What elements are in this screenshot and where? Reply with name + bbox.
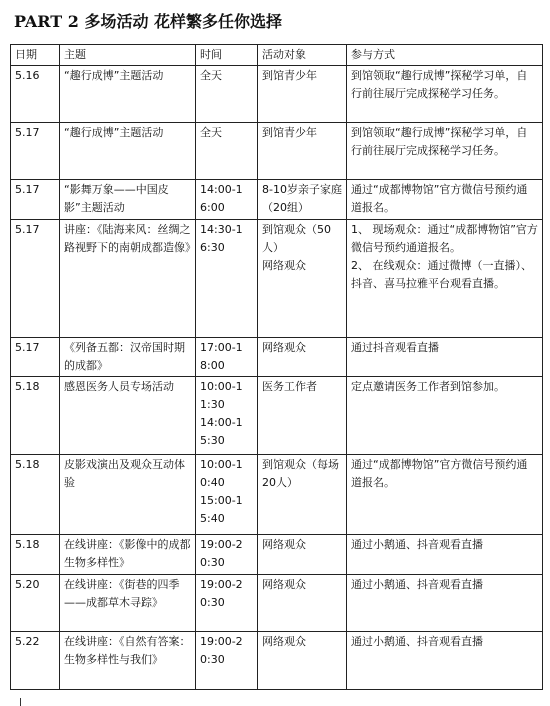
table-header: [11, 45, 543, 66]
cell-time: 全天: [196, 123, 258, 180]
cell-audience: 网络观众: [258, 338, 347, 377]
cell-audience: 网络观众: [258, 632, 347, 690]
cell-audience: 到馆观众（50人） 网络观众: [258, 220, 347, 338]
cell-method: 通过“成都博物馆”官方微信号预约通道报名。: [347, 180, 543, 220]
header-date: 日期: [11, 45, 60, 66]
cell-method: 通过小鹅通、抖音观看直播: [347, 575, 543, 632]
cell-audience: 医务工作者: [258, 377, 347, 455]
cell-method: 到馆领取“趣行成博”探秘学习单，自行前往展厅完成探秘学习任务。: [347, 66, 543, 123]
cell-audience: 到馆观众（每场20人）: [258, 455, 347, 535]
cell-topic: 讲座：《陆海来风：丝绸之路视野下的南朝成都造像》: [60, 220, 196, 338]
cell-date: 5.17: [11, 123, 60, 180]
cell-date: 5.17: [11, 180, 60, 220]
activity-table: [10, 44, 543, 690]
page-title: PART 2 多场活动 花样繁多任你选择: [14, 12, 283, 31]
cell-audience: 到馆青少年: [258, 66, 347, 123]
cell-topic: “影舞万象——中国皮影”主题活动: [60, 180, 196, 220]
table-row: [11, 338, 543, 377]
table-row: [11, 377, 543, 455]
cell-audience: 8-10岁亲子家庭（20组）: [258, 180, 347, 220]
cell-audience: 网络观众: [258, 575, 347, 632]
header-audience: 活动对象: [258, 45, 347, 66]
cell-topic: 皮影戏演出及观众互动体验: [60, 455, 196, 535]
cell-time: 全天: [196, 66, 258, 123]
cell-topic: 感恩医务人员专场活动: [60, 377, 196, 455]
header-row: [11, 45, 543, 66]
table-row: [11, 535, 543, 575]
table-row: [11, 220, 543, 338]
cell-date: 5.22: [11, 632, 60, 690]
cell-date: 5.17: [11, 220, 60, 338]
cell-method: 1、 现场观众：通过“成都博物馆”官方微信号预约通道报名。 2、 在线观众：通过微博（一直播）、抖音、喜马拉雅平台观看直播。: [347, 220, 543, 338]
cell-audience: 网络观众: [258, 535, 347, 575]
cell-topic: “趣行成博”主题活动: [60, 123, 196, 180]
cell-time: 19:00-20:30: [196, 632, 258, 690]
cell-date: 5.17: [11, 338, 60, 377]
cell-date: 5.18: [11, 377, 60, 455]
cell-time: 19:00-20:30: [196, 535, 258, 575]
header-time: 时间: [196, 45, 258, 66]
cell-method: 通过“成都博物馆”官方微信号预约通道报名。: [347, 455, 543, 535]
cell-topic: 在线讲座：《自然有答案：生物多样性与我们》: [60, 632, 196, 690]
table-row: [11, 66, 543, 123]
cell-topic: 《列备五都：汉帝国时期的成都》: [60, 338, 196, 377]
cell-date: 5.20: [11, 575, 60, 632]
header-topic: 主题: [60, 45, 196, 66]
cell-date: 5.16: [11, 66, 60, 123]
cell-date: 5.18: [11, 535, 60, 575]
cell-method: 通过抖音观看直播: [347, 338, 543, 377]
table-row: [11, 180, 543, 220]
cell-time: 10:00-10:40 15:00-15:40: [196, 455, 258, 535]
cell-audience: 到馆青少年: [258, 123, 347, 180]
cell-topic: “趣行成博”主题活动: [60, 66, 196, 123]
cell-time: 19:00-20:30: [196, 575, 258, 632]
page-margin-mark: [20, 698, 21, 706]
cell-method: 定点邀请医务工作者到馆参加。: [347, 377, 543, 455]
cell-topic: 在线讲座：《街巷的四季——成都草木寻踪》: [60, 575, 196, 632]
cell-topic: 在线讲座：《影像中的成都生物多样性》: [60, 535, 196, 575]
table-row: [11, 123, 543, 180]
table-row: [11, 455, 543, 535]
table-row: [11, 575, 543, 632]
cell-method: 通过小鹅通、抖音观看直播: [347, 535, 543, 575]
cell-time: 10:00-11:30 14:00-15:30: [196, 377, 258, 455]
cell-method: 到馆领取“趣行成博”探秘学习单，自行前往展厅完成探秘学习任务。: [347, 123, 543, 180]
cell-time: 14:00-16:00: [196, 180, 258, 220]
cell-method: 通过小鹅通、抖音观看直播: [347, 632, 543, 690]
cell-time: 17:00-18:00: [196, 338, 258, 377]
header-method: 参与方式: [347, 45, 543, 66]
cell-date: 5.18: [11, 455, 60, 535]
table-row: [11, 632, 543, 690]
cell-time: 14:30-16:30: [196, 220, 258, 338]
